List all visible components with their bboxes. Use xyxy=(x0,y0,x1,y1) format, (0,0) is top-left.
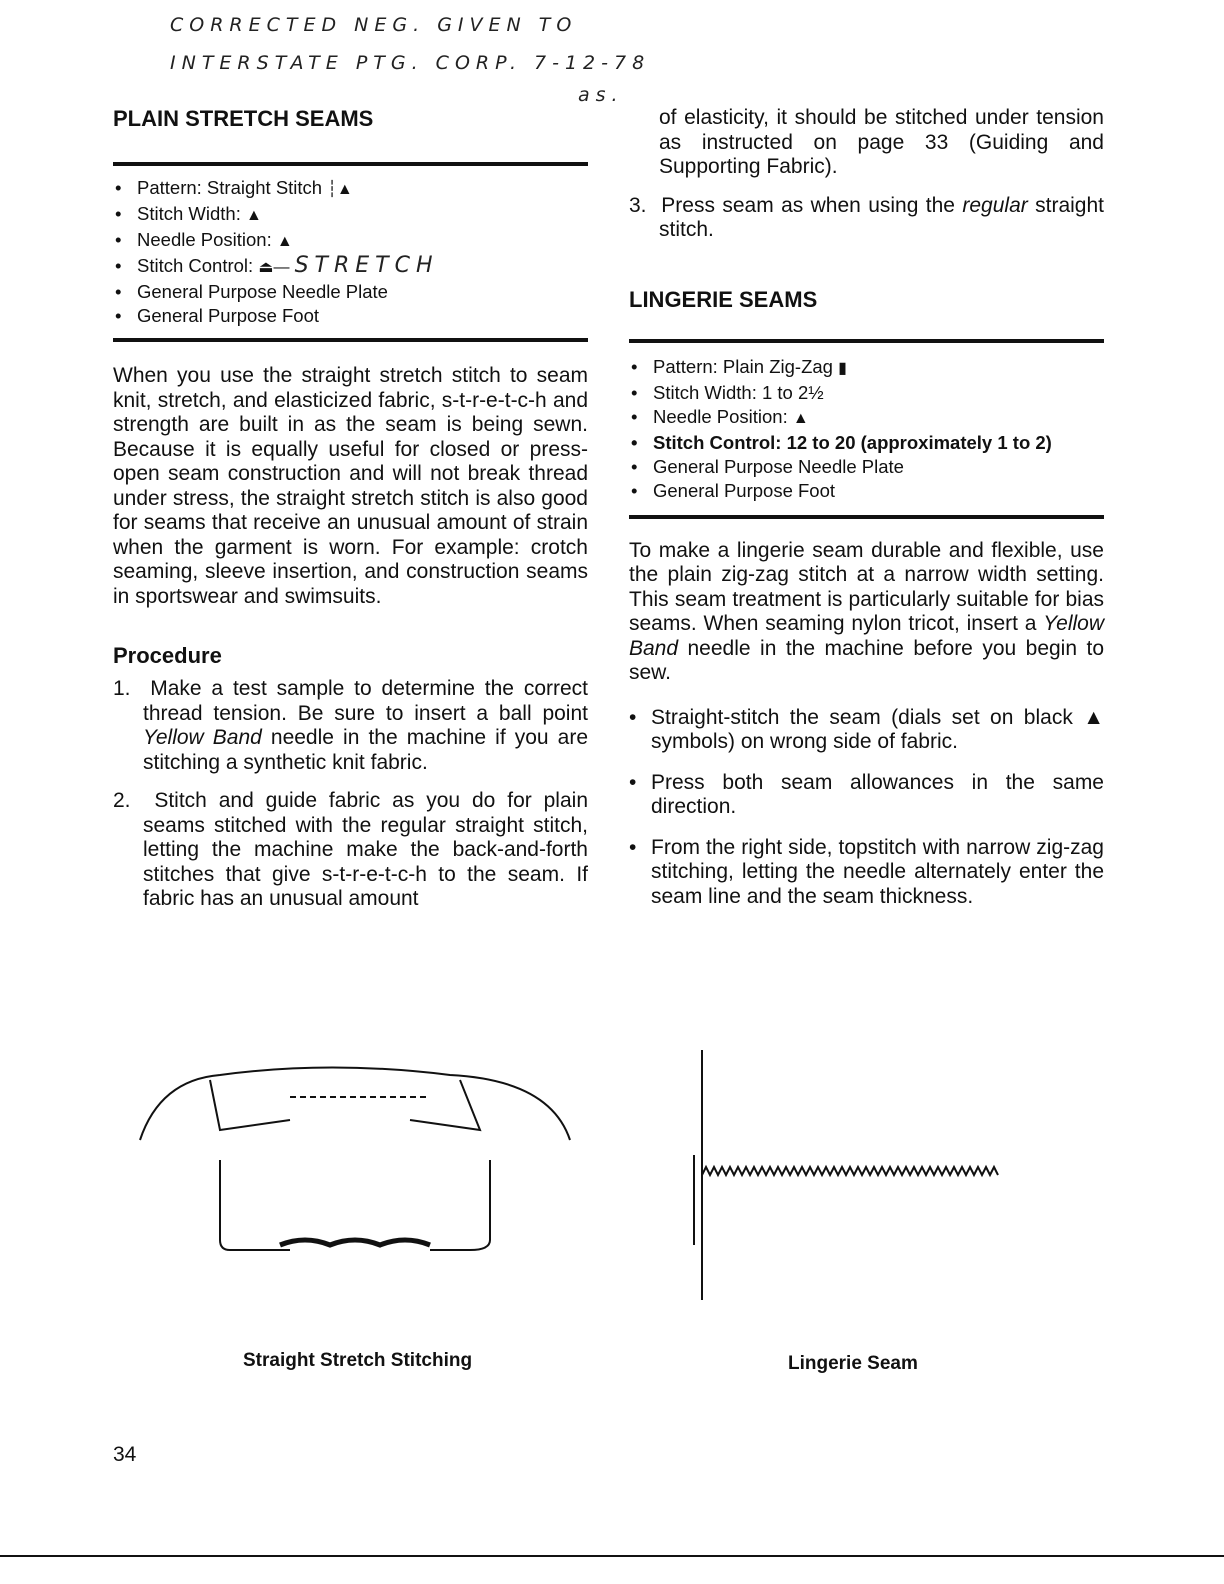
procedure-step: 1. Make a test sample to determine the correct thread tension. Be sure to insert a ball point Yellow Band needle in the machine if you are stitching a synthetic knit fabric. xyxy=(113,677,589,774)
procedure-step: 2. Stitch and guide fabric as you do for plain seams stitched with the regular straight stitch, letting the machine make the back-and-forth stitches that give s-t-r-e-t-c-h to the seam. If fabric has an unusual amount xyxy=(113,789,589,910)
triangle-symbol-icon: ▲ xyxy=(245,207,262,224)
page-number: 34 xyxy=(113,1443,137,1466)
divider xyxy=(113,338,588,342)
stretch-dial-symbol-icon: ⏏— xyxy=(258,259,290,276)
procedure-steps xyxy=(113,677,588,912)
right-column xyxy=(629,106,1104,909)
bullet-item: • Press both seam allowances in the same direction. xyxy=(629,771,1104,820)
divider xyxy=(629,339,1104,343)
spec-item: • Needle Position: ▲ xyxy=(113,228,588,254)
handwritten-stretch: STRETCH xyxy=(294,253,439,278)
spec-item: • Needle Position: ▲ xyxy=(629,405,1104,431)
spec-list xyxy=(113,176,588,328)
triangle-symbol-icon: ▲ xyxy=(276,233,293,250)
section-title-plain-stretch: PLAIN STRETCH SEAMS xyxy=(113,106,374,131)
procedure-heading: Procedure xyxy=(113,643,222,668)
spec-item: • Pattern: Straight Stitch ┆▲ xyxy=(113,176,588,202)
intro-paragraph: When you use the straight stretch stitch to seam knit, stretch, and elasticized fabric, s-t-r-e-t-c-h and strength are built in as the seam is being sewn. Because it is equally useful for closed or press-open seam construction and will not break thread under stress, the straight stretch stitch is also good for seams that receive an unusual amount of strain when the garment is worn. For example: crotch seaming, sleeve insertion, and construction seams in sportswear and swimsuits. xyxy=(113,364,588,608)
figure-caption-left: Straight Stretch Stitching xyxy=(243,1350,473,1371)
lingerie-intro: To make a lingerie seam durable and flexible, use the plain zig-zag stitch at a narrow width setting. This seam treatment is particularly suitable for bias seams. When seaming nylon tricot, insert a Yellow Band needle in the machine before you begin to sew. xyxy=(629,538,1104,684)
spec-item: • Stitch Control: 12 to 20 (approximately 1 to 2) xyxy=(629,431,1104,455)
handwritten-initials: as. xyxy=(578,84,624,106)
lingerie-steps xyxy=(629,706,1104,910)
continued-paragraph: of elasticity, it should be stitched under tension as instructed on page 33 (Guiding and Supporting Fabric). xyxy=(659,106,1104,178)
lingerie-seam-illustration xyxy=(680,1045,1040,1305)
triangle-symbol-icon: ▲ xyxy=(792,409,809,427)
handwritten-note-line1: CORRECTED NEG. GIVEN TO xyxy=(170,14,578,36)
spec-item: • Pattern: Plain Zig-Zag ▮ xyxy=(629,355,1104,381)
handwritten-note-line2: INTERSTATE PTG. CORP. 7-12-78 xyxy=(170,52,651,74)
bullet-item: • Straight-stitch the seam (dials set on black ▲ symbols) on wrong side of fabric. xyxy=(629,706,1104,755)
divider xyxy=(629,515,1104,519)
page-reference: page 33 xyxy=(857,130,949,154)
spec-item: • Stitch Width: 1 to 2½ xyxy=(629,381,1104,405)
spec-list xyxy=(629,355,1104,503)
bottom-rule xyxy=(0,1555,1224,1557)
spec-item: • General Purpose Needle Plate xyxy=(113,280,588,304)
spec-item: • General Purpose Foot xyxy=(629,479,1104,503)
section-title-lingerie: LINGERIE SEAMS xyxy=(629,286,818,312)
divider xyxy=(113,162,588,166)
procedure-step: 3. Press seam as when using the regular straight stitch. xyxy=(629,193,1104,241)
spec-item: • General Purpose Foot xyxy=(113,304,588,328)
zigzag-symbol-icon: ▮ xyxy=(838,359,847,377)
figure-caption-right: Lingerie Seam xyxy=(788,1353,918,1374)
spec-item: • Stitch Width: ▲ xyxy=(113,202,588,228)
left-column xyxy=(113,106,588,912)
straight-stretch-illustration xyxy=(130,1050,590,1290)
bullet-item: • From the right side, topstitch with narrow zig-zag stitching, letting the needle alternately enter the seam line and the seam thickness. xyxy=(629,836,1104,910)
spec-item: • Stitch Control: ⏏— STRETCH xyxy=(113,254,588,280)
straight-stitch-symbol-icon: ┆▲ xyxy=(327,181,353,198)
spec-item: • General Purpose Needle Plate xyxy=(629,455,1104,479)
